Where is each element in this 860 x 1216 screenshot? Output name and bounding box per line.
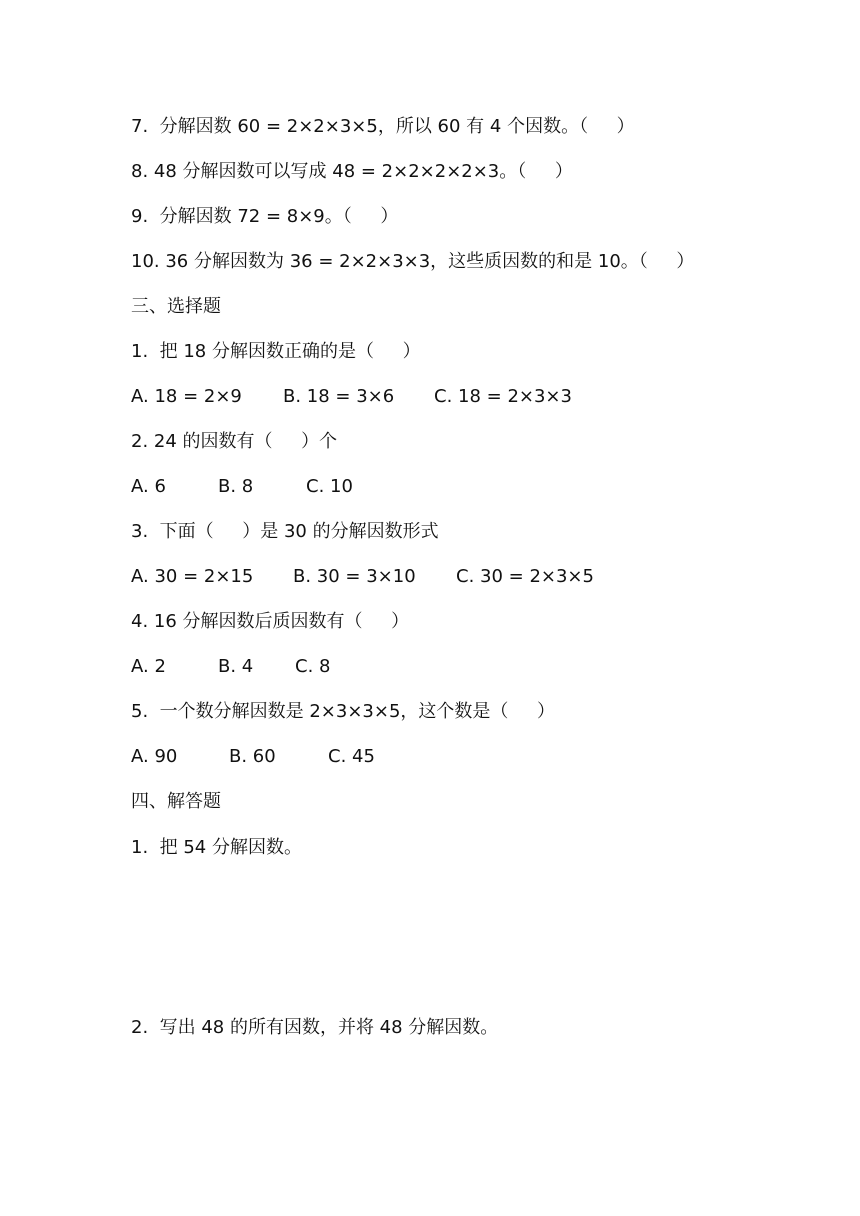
- section-title-choice: 三、选择题: [131, 296, 221, 317]
- choice-question-5: 5. 一个数分解因数是 2×3×3×5，这个数是（ ）: [131, 701, 556, 722]
- answer-question-1: 1. 把 54 分解因数。: [131, 837, 302, 858]
- choice-question-2: 2. 24 的因数有（ ）个: [131, 431, 338, 452]
- section-title-answer: 四、解答题: [131, 791, 221, 812]
- option-b: B. 8: [218, 476, 254, 497]
- option-b: B. 60: [229, 746, 276, 767]
- option-c: C. 18 = 2×3×3: [434, 386, 572, 407]
- option-a: A. 2: [131, 656, 166, 677]
- option-a: A. 90: [131, 746, 178, 767]
- judgement-item-8: 8. 48 分解因数可以写成 48 = 2×2×2×2×3。（ ）: [131, 161, 573, 182]
- judgement-item-10: 10. 36 分解因数为 36 = 2×2×3×3，这些质因数的和是 10。（ ）: [131, 251, 695, 272]
- option-c: C. 30 = 2×3×5: [456, 566, 594, 587]
- option-b: B. 4: [218, 656, 254, 677]
- option-c: C. 8: [295, 656, 331, 677]
- choice-question-1: 1. 把 18 分解因数正确的是（ ）: [131, 341, 421, 362]
- choice-question-4: 4. 16 分解因数后质因数有（ ）: [131, 611, 410, 632]
- option-b: B. 30 = 3×10: [293, 566, 416, 587]
- option-b: B. 18 = 3×6: [283, 386, 395, 407]
- choice-question-3: 3. 下面（ ）是 30 的分解因数形式: [131, 521, 439, 542]
- option-a: A. 18 = 2×9: [131, 386, 242, 407]
- judgement-item-9: 9. 分解因数 72 = 8×9。（ ）: [131, 206, 399, 227]
- option-c: C. 45: [328, 746, 375, 767]
- option-a: A. 6: [131, 476, 166, 497]
- judgement-item-7: 7. 分解因数 60 = 2×2×3×5，所以 60 有 4 个因数。（ ）: [131, 116, 635, 137]
- answer-question-2: 2. 写出 48 的所有因数，并将 48 分解因数。: [131, 1017, 499, 1038]
- option-a: A. 30 = 2×15: [131, 566, 254, 587]
- option-c: C. 10: [306, 476, 353, 497]
